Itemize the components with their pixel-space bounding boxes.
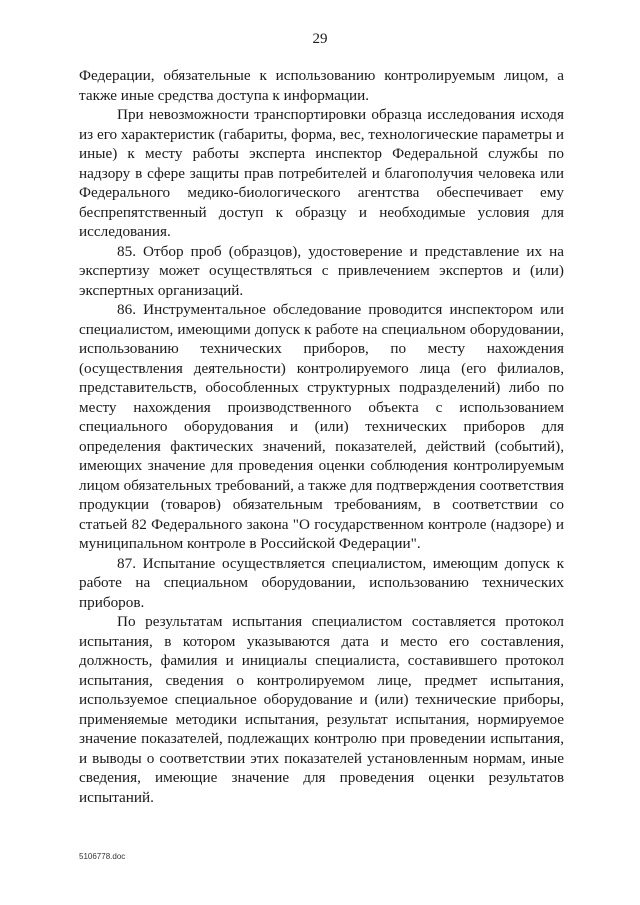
- paragraph-item-86: 86. Инструментальное обследование проводится инспектором или специалистом, имеющими допуск к работе на специальном оборудовании, использованию технических приборов, по месту нахождения (осуществления деятельности) контролируемого лица (его филиалов, представительств, обособленных структурных подразделений) либо по месту нахождения производственного объекта с использованием специального оборудования и (или) технических приборов для определения фактических значений, показателей, действий (событий), имеющих значение для проведения оценки соблюдения контролируемым лицом обязательных требований, а также для подтверждения соответствия продукции (товаров) обязательным требованиям, в соответствии со статьей 82 Федерального закона "О государственном контроле (надзоре) и муниципальном контроле в Российской Федерации".: [79, 301, 564, 552]
- paragraph-test-protocol: По результатам испытания специалистом составляется протокол испытания, в котором указываются дата и место его составления, должность, фамилия и инициалы специалиста, составившего протокол испытания, сведения о контролируемом лице, предмет испытания, используемое специальное оборудование и (или) технические приборы, применяемые методики испытания, результат испытания, нормируемое значение показателей, подлежащих контролю при проведении испытания, и выводы о соответствии этих показателей установленным нормам, иные сведения, имеющие значение для проведения оценки результатов испытаний.: [79, 613, 564, 806]
- footer-document-code: 5106778.doc: [79, 852, 126, 861]
- paragraph-sample-transport: При невозможности транспортировки образца исследования исходя из его характеристик (габариты, форма, вес, технологические параметры и иные) к месту работы эксперта инспектор Федеральной службы по надзору в сфере защиты прав потребителей и благополучия человека или Федерального медико-биологического агентства обеспечивает ему беспрепятственный доступ к образцу и необходимые условия для исследования.: [79, 106, 564, 240]
- paragraph-item-87: 87. Испытание осуществляется специалистом, имеющим допуск к работе на специальном оборудовании, использованию технических приборов.: [79, 554, 564, 611]
- document-body: [79, 66, 564, 807]
- page-number: 29: [312, 31, 328, 47]
- paragraph-item-85: 85. Отбор проб (образцов), удостоверение и представление их на экспертизу может осуществляться с привлечением экспертов и (или) экспертных организаций.: [79, 242, 564, 299]
- paragraph-continuation: Федерации, обязательные к использованию контролируемым лицом, а также иные средства доступа к информации.: [79, 67, 564, 104]
